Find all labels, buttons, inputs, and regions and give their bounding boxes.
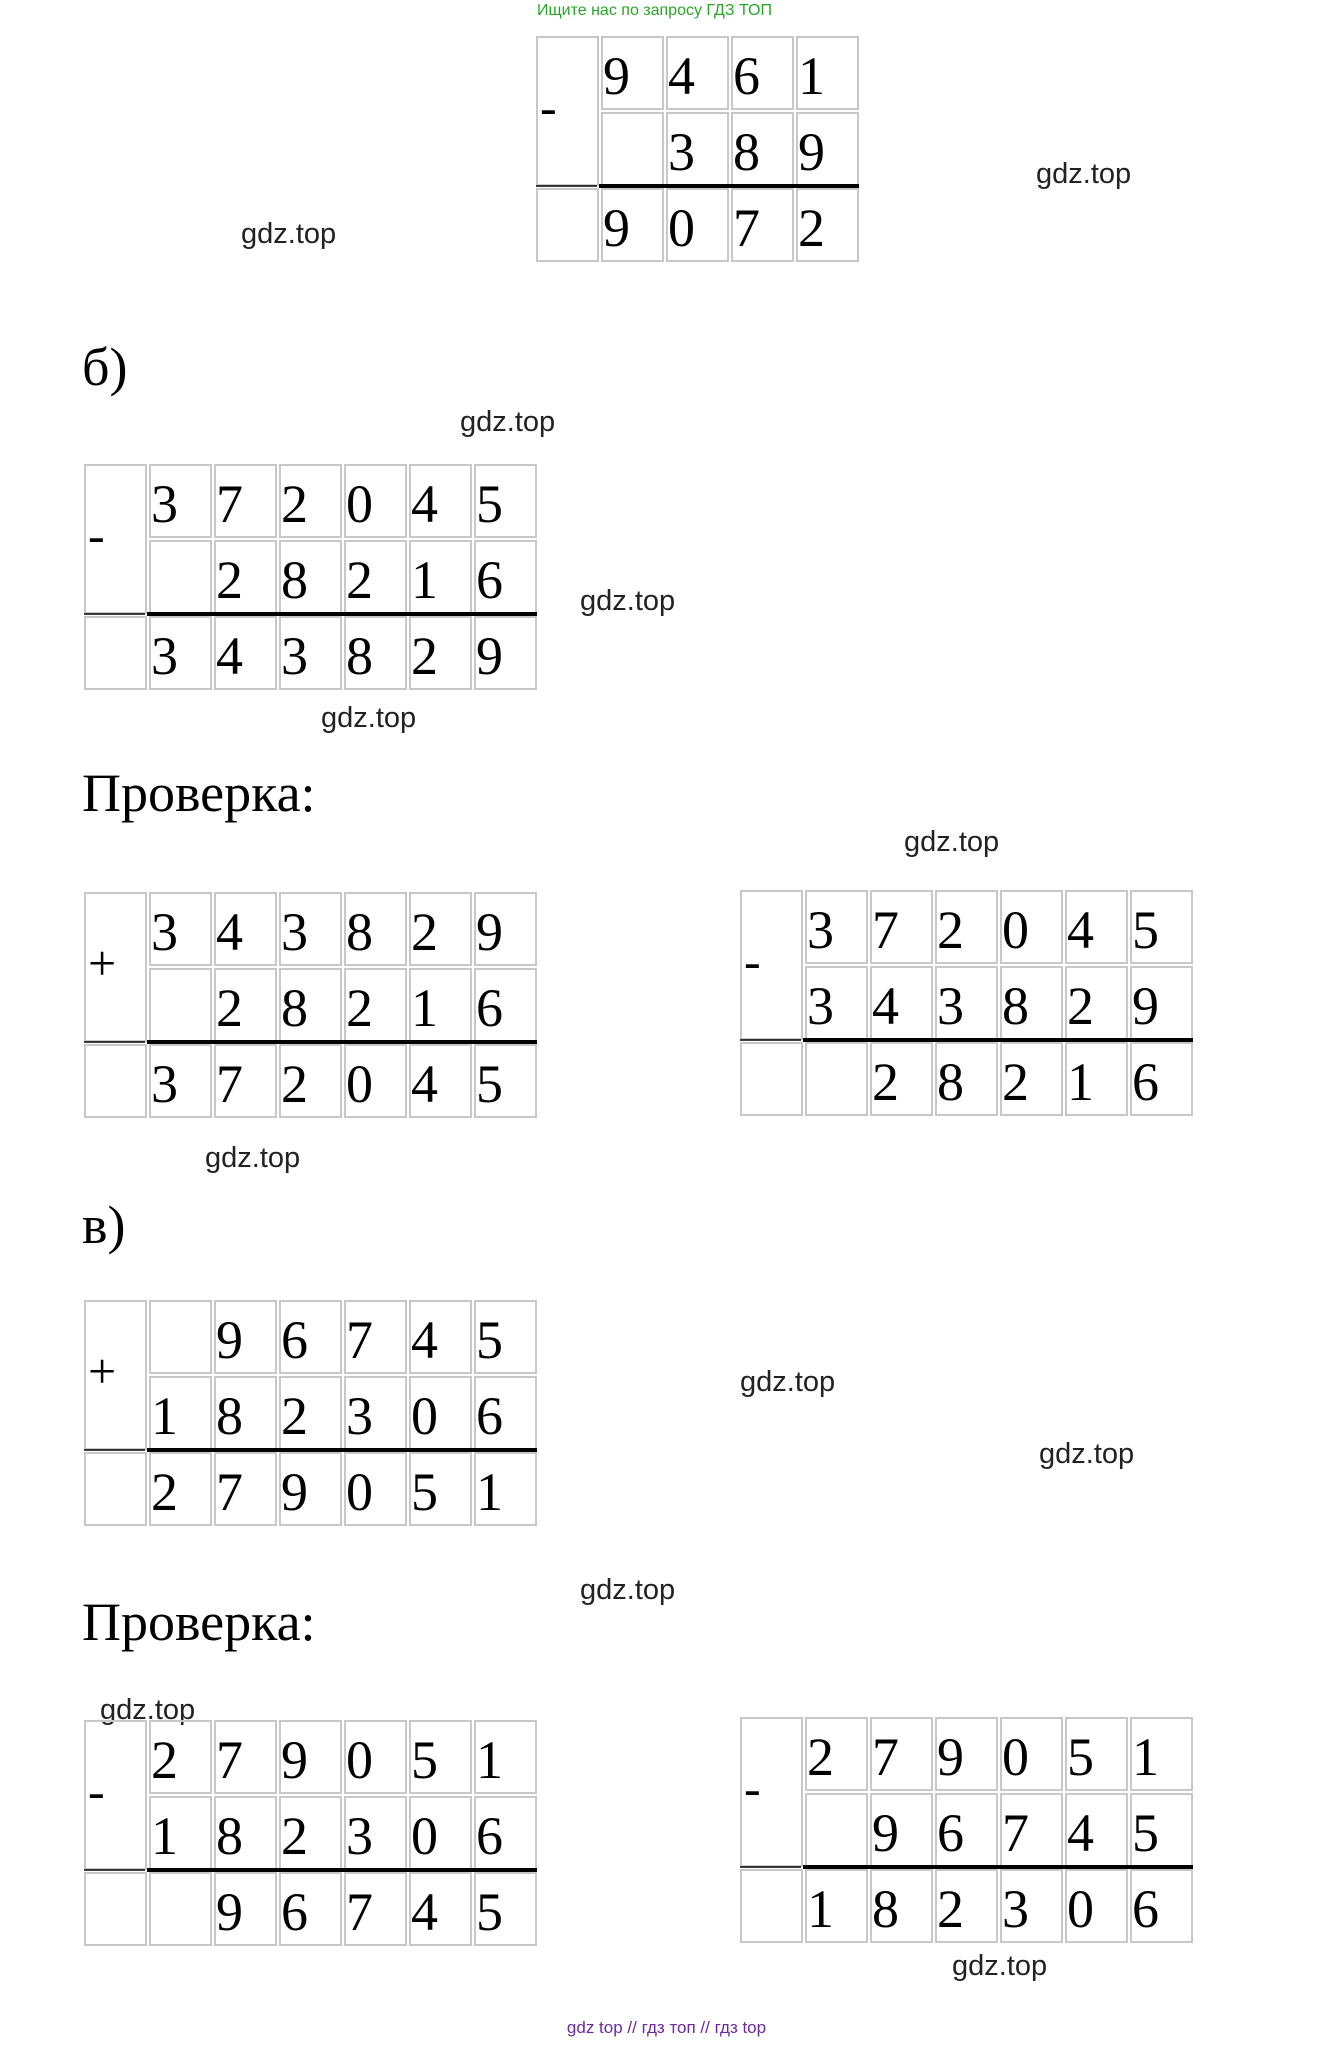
digit: 2 [411,626,438,686]
footer-text: gdz top // гдз топ // гдз top [566,2018,767,2037]
digit: 2 [872,1052,899,1112]
digit: 7 [216,1462,243,1522]
plus-sign: + [88,935,117,991]
digit: 2 [281,1054,308,1114]
digit: 6 [476,978,503,1038]
watermark: gdz.top [205,1142,301,1174]
digit: 8 [1002,976,1029,1036]
digit: 2 [346,550,373,610]
calc-v-check-subtraction-2 [740,1717,1195,1945]
digit: 8 [733,122,760,182]
digit: 8 [346,626,373,686]
digit: 3 [151,1054,178,1114]
digit: 2 [937,1879,964,1939]
digit: 6 [1132,1052,1159,1112]
digit: 0 [411,1806,438,1866]
digit: 4 [411,1054,438,1114]
digit: 1 [476,1462,503,1522]
digit: 8 [216,1806,243,1866]
header-text: Ищите нас по запросу ГДЗ ТОП [537,2,772,19]
digit: 7 [733,198,760,258]
calc-grid-svg [740,1717,1195,1945]
digit: 4 [872,976,899,1036]
watermark: gdz.top [952,1950,1048,1982]
digit: 5 [411,1730,438,1790]
calc-grid-svg [84,1300,539,1528]
digit: 2 [411,902,438,962]
digit-cell [150,1873,211,1945]
digit: 9 [603,198,630,258]
digit-cell [806,1794,867,1866]
digit: 2 [281,474,308,534]
digit: 9 [872,1803,899,1863]
digit: 1 [1132,1727,1159,1787]
digit: 0 [346,1054,373,1114]
digit-cell [150,541,211,613]
calc-v-check-subtraction-1 [84,1720,539,1948]
label-check-2: Проверка: [82,1592,316,1652]
calc-grid-svg [536,36,861,264]
digit: 2 [281,1386,308,1446]
digit: 0 [1067,1879,1094,1939]
watermark: gdz.top [740,1366,836,1398]
digit: 2 [807,1727,834,1787]
digit: 0 [1002,1727,1029,1787]
digit: 6 [937,1803,964,1863]
digit: 9 [216,1310,243,1370]
digit: 7 [872,1727,899,1787]
digit: 2 [346,978,373,1038]
operator-cell [85,617,146,689]
digit: 9 [603,46,630,106]
digit: 4 [411,1882,438,1942]
digit: 3 [937,976,964,1036]
watermark: gdz.top [1039,1438,1135,1470]
digit: 6 [281,1882,308,1942]
digit: 3 [151,626,178,686]
digit: 3 [346,1386,373,1446]
digit: 0 [668,198,695,258]
digit: 4 [1067,900,1094,960]
digit: 8 [281,978,308,1038]
operator-cell [85,1873,146,1945]
digit: 7 [872,900,899,960]
digit: 2 [1067,976,1094,1036]
digit: 0 [411,1386,438,1446]
digit: 4 [1067,1803,1094,1863]
digit: 7 [216,1730,243,1790]
digit: 4 [411,474,438,534]
calc-grid-svg [84,464,539,692]
digit: 5 [476,1310,503,1370]
digit: 9 [798,122,825,182]
digit: 2 [1002,1052,1029,1112]
digit: 9 [281,1462,308,1522]
digit: 3 [151,902,178,962]
calc-v-addition [84,1300,539,1528]
minus-sign: - [744,1760,761,1816]
operator-cell [741,1043,802,1115]
watermark: gdz.top [580,1574,676,1606]
digit: 6 [476,1806,503,1866]
watermark: gdz.top [241,218,337,250]
watermark: gdz.top [904,826,1000,858]
digit: 9 [1132,976,1159,1036]
digit: 6 [476,1386,503,1446]
digit: 5 [1067,1727,1094,1787]
calc-a-subtraction [536,36,861,264]
watermark: gdz.top [580,585,676,617]
watermark: gdz.top [100,1694,196,1726]
label-b: б) [82,337,128,397]
calc-b-subtraction [84,464,539,692]
digit: 2 [937,900,964,960]
operator-cell [537,189,598,261]
digit: 0 [346,1462,373,1522]
calc-b-check-subtraction [740,890,1195,1118]
digit: 5 [1132,1803,1159,1863]
digit: 4 [668,46,695,106]
digit: 3 [151,474,178,534]
digit: 9 [216,1882,243,1942]
digit: 2 [798,198,825,258]
digit: 1 [411,978,438,1038]
digit: 1 [798,46,825,106]
digit-cell [150,1301,211,1373]
minus-sign: - [744,933,761,989]
digit: 1 [411,550,438,610]
operator-cell [85,1453,146,1525]
calc-grid-svg [84,1720,539,1948]
digit: 7 [216,474,243,534]
digit: 3 [281,626,308,686]
watermark: gdz.top [321,702,417,734]
label-v: в) [82,1195,126,1255]
digit: 1 [1067,1052,1094,1112]
digit: 1 [151,1806,178,1866]
digit: 7 [216,1054,243,1114]
operator-cell [85,1045,146,1117]
digit: 2 [151,1462,178,1522]
digit: 7 [346,1310,373,1370]
digit: 0 [346,474,373,534]
digit: 3 [281,902,308,962]
digit: 3 [346,1806,373,1866]
digit: 9 [281,1730,308,1790]
digit: 8 [937,1052,964,1112]
digit: 4 [216,902,243,962]
digit: 6 [476,550,503,610]
digit: 4 [216,626,243,686]
plus-sign: + [88,1343,117,1399]
digit: 5 [1132,900,1159,960]
digit-cell [150,969,211,1041]
calc-b-check-addition [84,892,539,1120]
digit: 8 [872,1879,899,1939]
digit: 0 [1002,900,1029,960]
digit: 3 [668,122,695,182]
label-check-1: Проверка: [82,763,316,823]
digit-cell [602,113,663,185]
digit: 3 [807,900,834,960]
digit: 7 [346,1882,373,1942]
minus-sign: - [88,1763,105,1819]
digit: 2 [216,978,243,1038]
calc-grid-svg [84,892,539,1120]
calc-grid-svg [740,890,1195,1118]
digit: 8 [216,1386,243,1446]
digit: 7 [1002,1803,1029,1863]
digit: 1 [151,1386,178,1446]
digit: 5 [476,1882,503,1942]
digit: 2 [151,1730,178,1790]
digit: 8 [346,902,373,962]
digit: 4 [411,1310,438,1370]
digit: 5 [476,1054,503,1114]
digit: 9 [937,1727,964,1787]
digit: 6 [281,1310,308,1370]
operator-cell [741,1870,802,1942]
watermark: gdz.top [460,406,556,438]
digit: 6 [733,46,760,106]
digit: 2 [216,550,243,610]
digit: 0 [346,1730,373,1790]
digit: 3 [1002,1879,1029,1939]
digit: 8 [281,550,308,610]
digit: 9 [476,902,503,962]
digit: 2 [281,1806,308,1866]
digit: 6 [1132,1879,1159,1939]
digit: 1 [807,1879,834,1939]
minus-sign: - [88,507,105,563]
minus-sign: - [540,79,557,135]
digit-cell [806,1043,867,1115]
digit: 9 [476,626,503,686]
watermark: gdz.top [1036,158,1132,190]
digit: 5 [476,474,503,534]
digit: 1 [476,1730,503,1790]
digit: 3 [807,976,834,1036]
digit: 5 [411,1462,438,1522]
